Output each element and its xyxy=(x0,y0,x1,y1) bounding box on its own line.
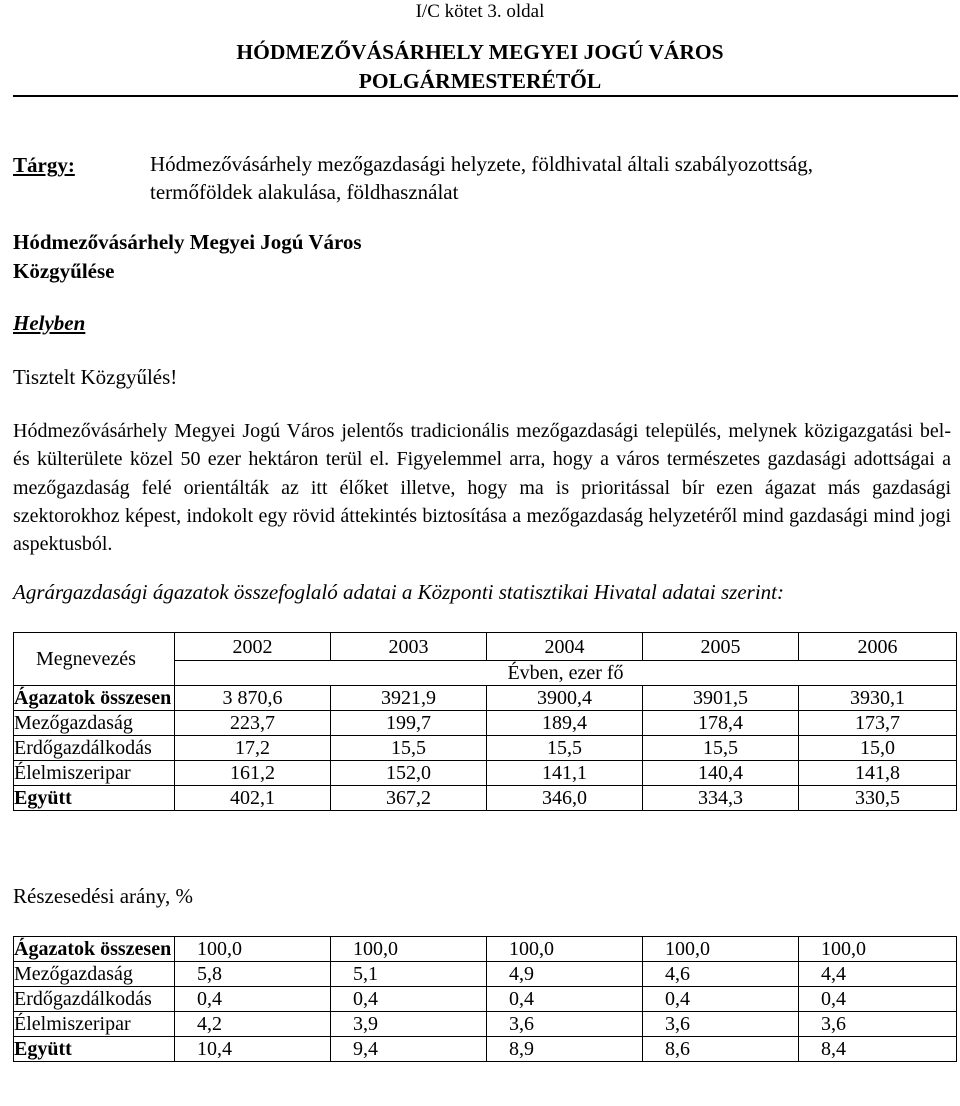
salutation: Tisztelt Közgyűlés! xyxy=(13,365,178,389)
table-cell: 0,4 xyxy=(487,987,643,1012)
table-caption: Agrárgazdasági ágazatok összefoglaló adatai a Központi statisztikai Hivatal adatai szerint: xyxy=(13,580,785,604)
year-header: 2005 xyxy=(643,633,799,661)
addressee-line2: Közgyűlése xyxy=(13,259,115,283)
table-cell: 152,0 xyxy=(331,761,487,786)
table-cell: 140,4 xyxy=(643,761,799,786)
table-cell: 8,6 xyxy=(643,1037,799,1062)
table-row xyxy=(14,761,957,786)
row-label: Élelmiszeripar xyxy=(14,1012,175,1037)
table-cell: 3,6 xyxy=(487,1012,643,1037)
table-cell: 4,6 xyxy=(643,962,799,987)
year-header: 2002 xyxy=(175,633,331,661)
table-cell: 4,2 xyxy=(175,1012,331,1037)
helyben-label: Helyben xyxy=(13,311,86,335)
table-cell: 5,1 xyxy=(331,962,487,987)
subject-label: Tárgy: xyxy=(13,153,75,177)
year-header: 2006 xyxy=(799,633,957,661)
table-cell: 402,1 xyxy=(175,786,331,811)
table-cell: 3 870,6 xyxy=(175,686,331,711)
year-header: 2003 xyxy=(331,633,487,661)
table-cell: 100,0 xyxy=(331,937,487,962)
table-cell: 141,8 xyxy=(799,761,957,786)
row-label: Ágazatok összesen xyxy=(14,937,175,962)
year-header: 2004 xyxy=(487,633,643,661)
table-cell: 367,2 xyxy=(331,786,487,811)
table-cell: 199,7 xyxy=(331,711,487,736)
share-label: Részesedési arány, % xyxy=(13,884,193,908)
intro-paragraph: Hódmezővásárhely Megyei Jogú Város jelentős tradicionális mezőgazdasági település, melynek közigazgatási bel- és külterülete közel 50 ezer hektáron terül el. Figyelemmel arra, hogy a város természetes gazdasági adottságai a mezőgazdaság felé orientálták az itt élőket illetve, hogy ma is prioritással bír ezen ágazat más gazdasági szektorokhoz képest, indokolt egy rövid áttekintés biztosítása a mezőgazdaság helyzetéről mind gazdasági mind jogi aspektusból. xyxy=(13,420,951,556)
table-cell: 178,4 xyxy=(643,711,799,736)
table-cell: 3901,5 xyxy=(643,686,799,711)
table-row xyxy=(14,1037,957,1062)
table-cell: 3,9 xyxy=(331,1012,487,1037)
employment-table-body xyxy=(14,686,957,811)
table-cell: 141,1 xyxy=(487,761,643,786)
table-cell: 0,4 xyxy=(175,987,331,1012)
table-cell: 4,9 xyxy=(487,962,643,987)
share-table-body xyxy=(14,937,957,1062)
row-label: Ágazatok összesen xyxy=(14,686,175,711)
table-cell: 100,0 xyxy=(175,937,331,962)
table-cell: 3900,4 xyxy=(487,686,643,711)
table-cell: 15,5 xyxy=(487,736,643,761)
table-cell: 15,5 xyxy=(643,736,799,761)
mayor-heading-line1: HÓDMEZŐVÁSÁRHELY MEGYEI JOGÚ VÁROS xyxy=(236,40,724,64)
table-cell: 100,0 xyxy=(799,937,957,962)
row-label: Együtt xyxy=(14,786,175,811)
table-cell: 0,4 xyxy=(799,987,957,1012)
table-cell: 346,0 xyxy=(487,786,643,811)
table-row xyxy=(14,736,957,761)
table-cell: 9,4 xyxy=(331,1037,487,1062)
row-label: Erdőgazdálkodás xyxy=(14,736,175,761)
addressee-line1: Hódmezővásárhely Megyei Jogú Város xyxy=(13,230,362,254)
table-row xyxy=(14,1012,957,1037)
header-divider xyxy=(13,95,958,97)
table-cell: 5,8 xyxy=(175,962,331,987)
table-cell: 0,4 xyxy=(643,987,799,1012)
table-cell: 100,0 xyxy=(487,937,643,962)
row-label: Együtt xyxy=(14,1037,175,1062)
table-cell: 334,3 xyxy=(643,786,799,811)
row-label: Erdőgazdálkodás xyxy=(14,987,175,1012)
table-cell: 3,6 xyxy=(799,1012,957,1037)
table-cell: 0,4 xyxy=(331,987,487,1012)
table-cell: 161,2 xyxy=(175,761,331,786)
table-cell: 8,9 xyxy=(487,1037,643,1062)
table-row xyxy=(14,686,957,711)
subject-text: Hódmezővásárhely mezőgazdasági helyzete, földhivatal általi szabályozottság, termőföldek alakulása, földhasználat xyxy=(150,152,813,204)
table-row xyxy=(14,937,957,962)
table-cell: 330,5 xyxy=(799,786,957,811)
table-row xyxy=(14,711,957,736)
mayor-heading-line2: POLGÁRMESTERÉTŐL xyxy=(358,69,602,93)
table-cell: 100,0 xyxy=(643,937,799,962)
table-cell: 17,2 xyxy=(175,736,331,761)
table-cell: 3921,9 xyxy=(331,686,487,711)
name-header: Megnevezés xyxy=(14,633,175,686)
table-cell: 3,6 xyxy=(643,1012,799,1037)
row-label: Mezőgazdaság xyxy=(14,711,175,736)
table-cell: 4,4 xyxy=(799,962,957,987)
mayor-heading xyxy=(0,38,960,96)
table-cell: 15,5 xyxy=(331,736,487,761)
table-cell: 3930,1 xyxy=(799,686,957,711)
table-row xyxy=(14,962,957,987)
page-header: I/C kötet 3. oldal xyxy=(415,1,545,22)
table-cell: 173,7 xyxy=(799,711,957,736)
unit-header: Évben, ezer fő xyxy=(175,661,957,686)
table-cell: 10,4 xyxy=(175,1037,331,1062)
table-cell: 189,4 xyxy=(487,711,643,736)
row-label: Mezőgazdaság xyxy=(14,962,175,987)
employment-table xyxy=(13,632,957,811)
addressee xyxy=(13,228,362,286)
table-cell: 223,7 xyxy=(175,711,331,736)
table-row xyxy=(14,786,957,811)
row-label: Élelmiszeripar xyxy=(14,761,175,786)
share-table xyxy=(13,936,957,1062)
table-cell: 8,4 xyxy=(799,1037,957,1062)
table-row xyxy=(14,987,957,1012)
table-cell: 15,0 xyxy=(799,736,957,761)
